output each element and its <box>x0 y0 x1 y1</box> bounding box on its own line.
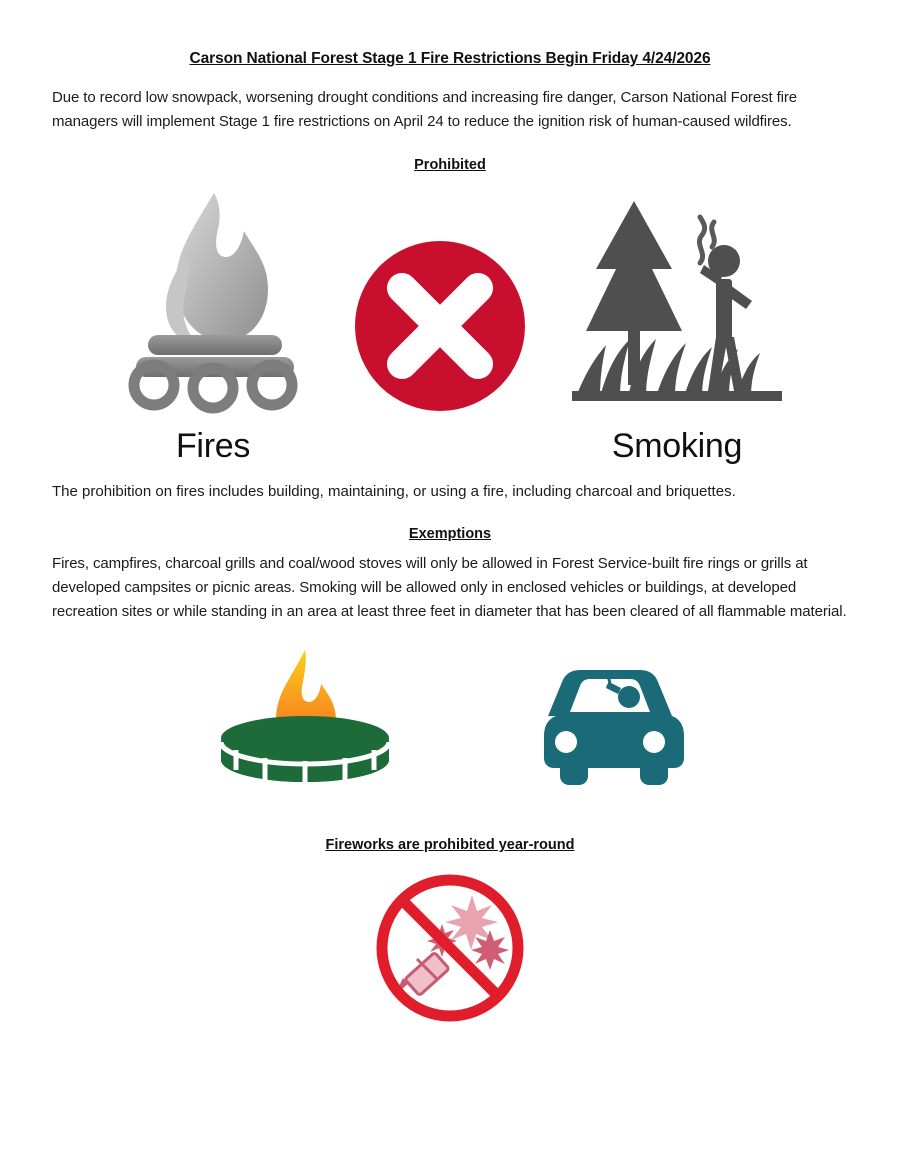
exemptions-heading: Exemptions <box>408 525 492 542</box>
fireworks-heading: Fireworks are prohibited year-round <box>325 837 575 854</box>
exemptions-paragraph: Fires, campfires, charcoal grills and coal/wood stoves will only be allowed in Forest Service-built fire rings or grills at developed campsites or picnic areas. Smoking will be allowed only in enclosed vehicles or buildings, at developed recreation sites or while standing in an area at least three feet in diameter that has been cleared of all flammable material. <box>52 554 847 621</box>
prohibited-item-label-smoking: Smoking <box>611 426 743 465</box>
intro-paragraph: Due to record low snowpack, worsening drought conditions and increasing fire danger, Carson National Forest fire managers will implement Stage 1 fire restrictions on April 24 to reduce the ignition risk of human-caused wildfires. <box>52 89 798 131</box>
no-fireworks-icon <box>373 871 528 1026</box>
fireworks-icon-wrap <box>52 871 848 1026</box>
prohibited-item-label-fires: Fires <box>175 426 251 465</box>
fires-note: The prohibition on fires includes building, maintaining, or using a fire, including charcoal and briquettes. <box>52 482 736 500</box>
car-smoking-icon <box>530 664 690 794</box>
smoking-person-tree-icon <box>572 185 782 425</box>
prohibited-icon-row <box>52 185 848 466</box>
campfire-icon <box>118 185 308 425</box>
page-title: Carson National Forest Stage 1 Fire Restrictions Begin Friday 4/24/2026 <box>189 50 711 67</box>
red-circle-x-icon <box>350 236 530 416</box>
prohibited-item-fires <box>118 185 308 466</box>
fire-ring-icon <box>210 646 400 811</box>
exemption-icon-row <box>52 646 848 811</box>
prohibited-item-smoking <box>572 185 782 466</box>
prohibited-item-x <box>350 236 530 466</box>
prohibited-heading: Prohibited <box>414 156 486 173</box>
